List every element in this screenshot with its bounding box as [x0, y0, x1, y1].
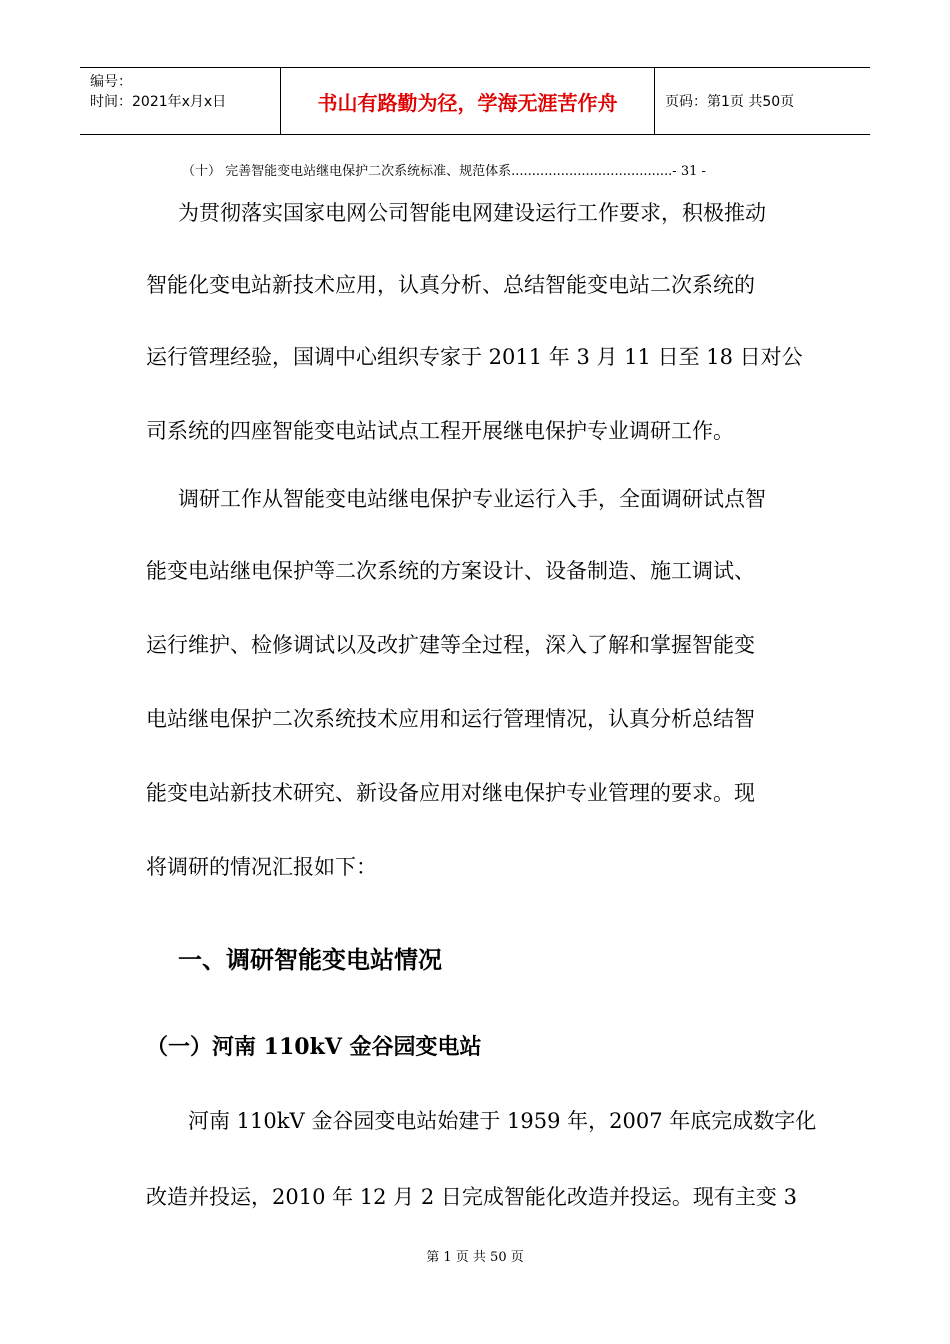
section-heading: 一、调研智能变电站情况: [178, 946, 442, 974]
code-label: 编号：: [90, 74, 132, 90]
paragraph-line: 调研工作从智能变电站继电保护专业运行入手，全面调研试点智: [178, 487, 766, 511]
paragraph-line: 为贯彻落实国家电网公司智能电网建设运行工作要求，积极推动: [178, 201, 766, 225]
paragraph-line: 能变电站新技术研究、新设备应用对继电保护专业管理的要求。现: [146, 781, 755, 805]
paragraph-line: 运行维护、检修调试以及改扩建等全过程，深入了解和掌握智能变: [146, 633, 755, 657]
header-info-cell: [80, 68, 281, 134]
time-label: 时间：2021年x月x日: [90, 94, 227, 110]
page-footer: 第 1 页 共 50 页: [426, 1250, 524, 1265]
paragraph-line: 河南 110kV 金谷园变电站始建于 1959 年，2007 年底完成数字化: [188, 1109, 817, 1133]
paragraph-line: 改造并投运，2010 年 12 月 2 日完成智能化改造并投运。现有主变 3: [146, 1185, 797, 1209]
paragraph-line: 智能化变电站新技术应用，认真分析、总结智能变电站二次系统的: [146, 273, 755, 297]
paragraph-line: 电站继电保护二次系统技术应用和运行管理情况，认真分析总结智: [146, 707, 755, 731]
header-page-label: 页码：第1页 共50页: [665, 94, 795, 110]
subsection-heading: （一）河南 110kV 金谷园变电站: [146, 1034, 482, 1060]
page-header: [80, 67, 870, 135]
paragraph-line: 能变电站继电保护等二次系统的方案设计、设备制造、施工调试、: [146, 559, 755, 583]
paragraph-line: 运行管理经验，国调中心组织专家于 2011 年 3 月 11 日至 18 日对公: [146, 345, 803, 369]
header-motto: 书山有路勤为径，学海无涯苦作舟: [281, 68, 655, 134]
paragraph-line: 司系统的四座智能变电站试点工程开展继电保护专业调研工作。: [146, 419, 734, 443]
paragraph-line: 将调研的情况汇报如下：: [146, 855, 377, 879]
toc-entry: （十） 完善智能变电站继电保护二次系统标准、规范体系.......................................- 31 -: [182, 164, 706, 179]
